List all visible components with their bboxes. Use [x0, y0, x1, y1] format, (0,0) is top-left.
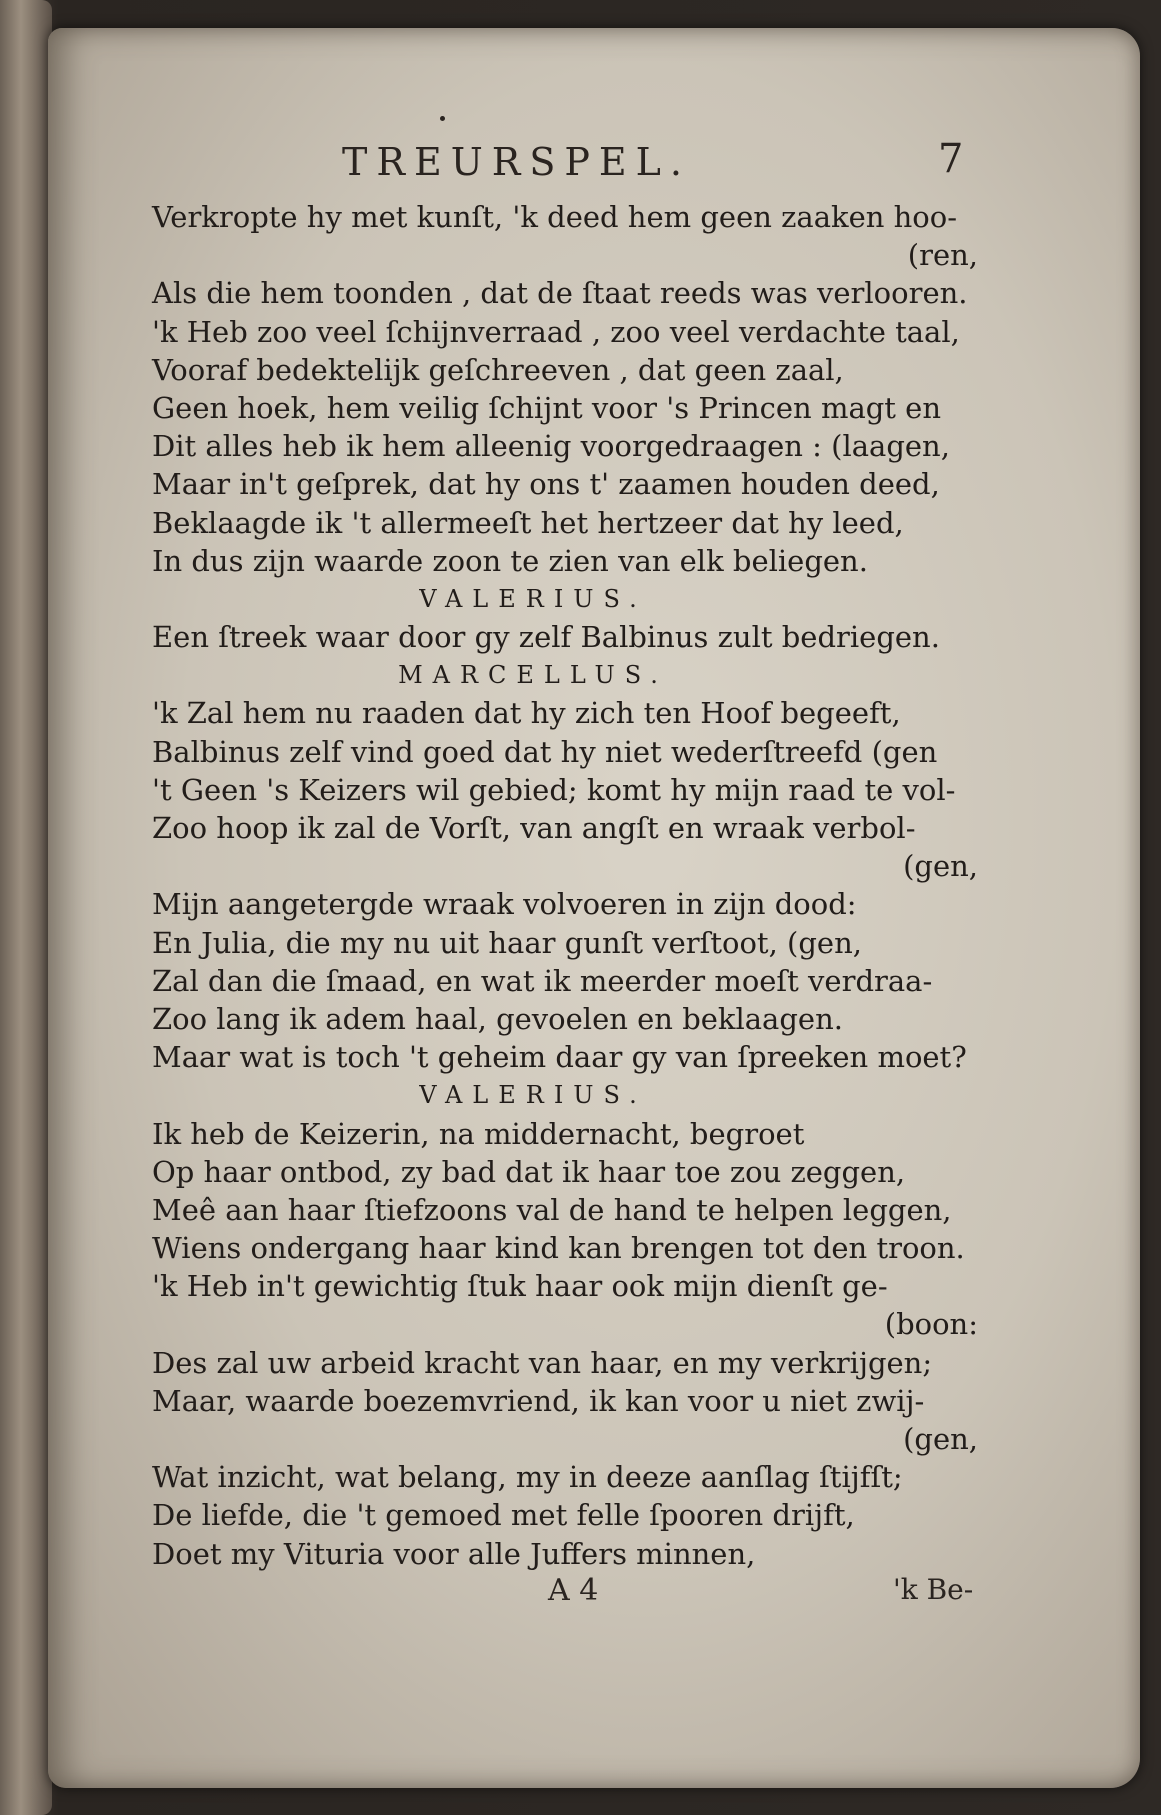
verse-line: Doet my Vituria voor alle Juffers minnen, [152, 1536, 756, 1571]
verse-line: Beklaagde ik 't allermeeſt het hertzeer dat hy leed, [152, 505, 904, 540]
verse-line: Maar wat is toch 't geheim daar gy van ſpreeken moet? [152, 1040, 967, 1075]
verse-line: 't Geen 's Keizers wil gebied; komt hy mijn raad te vol- [152, 772, 956, 807]
catchword: 'k Be- [893, 1573, 974, 1606]
signature-mark: A 4 [548, 1573, 599, 1608]
verse-line: Zal dan die ſmaad, en wat ik meerder moeſt verdraa- [152, 963, 933, 998]
turnover-line: (boon: [884, 1307, 978, 1342]
verse-line: Mijn aangetergde wraak volvoeren in zijn dood: [152, 887, 857, 922]
verse-line: Vooraf bedektelijk geſchreeven , dat geen zaal, [152, 352, 844, 387]
verse-line: En Julia, die my nu uit haar gunſt verſtoot, (gen, [152, 925, 862, 960]
verse-line: Verkropte hy met kunſt, 'k deed hem geen zaaken hoo- [152, 200, 958, 234]
verse-line: Maar in't geſprek, dat hy ons t' zaamen houden deed, [152, 467, 940, 502]
book-page [48, 28, 1140, 1788]
turnover-line: (ren, [907, 238, 978, 273]
page-number: 7 [938, 136, 964, 182]
verse-line: Ik heb de Keizerin, na middernacht, begroet [152, 1116, 805, 1151]
verse-line: Balbinus zelf vind goed dat hy niet wederſtreefd (gen [152, 734, 938, 769]
verse-line: Als die hem toonden , dat de ſtaat reeds was verlooren. [152, 276, 968, 311]
speaker-name: VALERIUS. [419, 1081, 647, 1110]
verse-line: Zoo lang ik adem haal, gevoelen en beklaagen. [152, 1001, 843, 1036]
verse-line: Op haar ontbod, zy bad dat ik haar toe zou zeggen, [152, 1154, 906, 1189]
verse-line: De liefde, die 't gemoed met felle ſpooren drijft, [152, 1498, 855, 1533]
turnover-line: (gen, [903, 1422, 978, 1456]
verse-line: Zoo hoop ik zal de Vorſt, van angſt en wraak verbol- [152, 811, 916, 845]
verse-line: Maar, waarde boezemvriend, ik kan voor u niet zwij- [152, 1383, 925, 1418]
verse-line: Dit alles heb ik hem alleenig voorgedraagen : (laagen, [152, 429, 950, 464]
speaker-name: MARCELLUS. [398, 661, 668, 690]
page-footer [48, 1573, 1140, 1623]
verse-line: Een ſtreek waar door gy zelf Balbinus zult bedriegen. [152, 620, 940, 655]
ink-dot [440, 116, 445, 121]
verse-line: In dus zijn waarde zoon te zien van elk beliegen. [152, 543, 868, 578]
verse-text [148, 198, 978, 1573]
facing-page-edge [0, 0, 52, 1815]
verse-line: Des zal uw arbeid kracht van haar, en my verkrijgen; [152, 1345, 933, 1380]
verse-line: 'k Heb in't gewichtig ſtuk haar ook mijn dienſt ge- [152, 1269, 888, 1304]
verse-line: Wat inzicht, wat belang, my in deeze aanſlag ſtijfſt; [152, 1460, 903, 1495]
verse-line: Wiens ondergang haar kind kan brengen tot den troon. [152, 1231, 965, 1266]
running-head: TREURSPEL. [342, 140, 691, 184]
verse-line: 'k Zal hem nu raaden dat hy zich ten Hoof begeeft, [152, 696, 901, 731]
page-header [48, 128, 1140, 188]
verse-line: 'k Heb zoo veel ſchijnverraad , zoo veel verdachte taal, [152, 314, 960, 349]
turnover-line: (gen, [903, 849, 978, 884]
verse-line: Meê aan haar ſtiefzoons val de hand te helpen leggen, [152, 1192, 952, 1227]
verse-line: Geen hoek, hem veilig ſchijnt voor 's Princen magt en [152, 390, 942, 425]
speaker-name: VALERIUS. [419, 584, 647, 613]
